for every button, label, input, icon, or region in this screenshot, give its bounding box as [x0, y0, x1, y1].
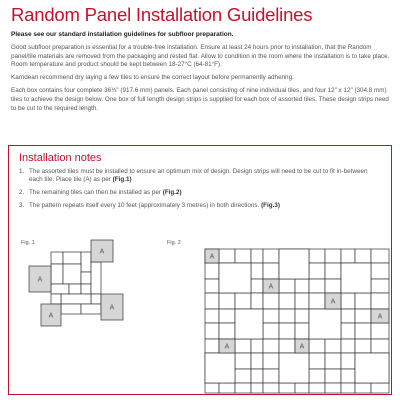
tile — [341, 293, 355, 309]
tile — [279, 323, 295, 339]
tile-a-label: A — [37, 276, 43, 284]
tile — [251, 263, 263, 279]
tile — [51, 284, 69, 294]
tile — [295, 309, 309, 323]
tile — [371, 249, 389, 263]
tile — [309, 293, 325, 309]
note-text — [29, 168, 379, 185]
tile — [219, 263, 251, 293]
intro-paragraph: Good subfloor preparation is essential for a trouble-free installation. Ensure at least 24 hours prior to installation, that the Random panel/tile materials are removed from the packaging and rested flat. Allow to condition in the room where the installation is to take place. Room temperature and product should be kept between 18-27°C (64-81°F). — [11, 44, 390, 69]
tile — [309, 369, 325, 383]
tile — [279, 293, 295, 309]
tile — [63, 252, 81, 264]
tile — [51, 252, 63, 264]
tile — [355, 339, 371, 353]
tile — [251, 293, 263, 309]
tile — [341, 309, 355, 323]
tile — [263, 323, 279, 339]
tile — [371, 263, 389, 279]
tile — [51, 264, 63, 284]
tile — [341, 339, 355, 353]
tile — [341, 263, 371, 293]
tile — [325, 339, 341, 353]
tile — [69, 284, 81, 294]
tile — [309, 279, 325, 293]
fig2-diagram — [205, 249, 389, 393]
tile — [325, 383, 341, 393]
note-text — [29, 189, 182, 197]
tile — [235, 353, 251, 369]
installation-notes-box — [8, 145, 392, 395]
tile — [219, 383, 235, 393]
page-subtitle: Please see our standard installation guidelines for subfloor preparation. — [11, 31, 234, 38]
tile — [279, 339, 295, 353]
note-number: 3. — [19, 202, 25, 210]
tile — [325, 249, 341, 263]
intro-paragraph: Each box contains four complete 36⅛" (917.6 mm) panels. Each panel consisting of nine individual tiles, and four 12" x 12" (304.8 mm) tiles to achieve the design below. One box of full length design strips is supplied for each box of assorted tiles. These design strips need to be cut to the required length. — [11, 87, 389, 112]
tile — [279, 383, 295, 393]
tile — [295, 323, 309, 339]
tile — [205, 323, 219, 339]
tile — [341, 383, 355, 393]
tile — [251, 279, 263, 293]
tile — [325, 279, 341, 293]
tile — [205, 279, 219, 293]
tile — [355, 249, 371, 263]
tile — [295, 383, 309, 393]
tile — [309, 249, 325, 263]
tile — [325, 263, 341, 279]
tile — [235, 309, 263, 339]
tile-a-label: A — [209, 253, 215, 261]
tile — [263, 309, 279, 323]
figure-reference: (Fig.1) — [112, 176, 132, 184]
tile — [235, 249, 251, 263]
installation-notes-list — [19, 168, 379, 215]
tile — [309, 339, 325, 353]
note-number: 1. — [19, 168, 25, 175]
tile — [81, 252, 91, 272]
intro-section — [11, 44, 393, 118]
tile — [219, 323, 235, 339]
tile — [235, 293, 251, 309]
note-text — [29, 202, 280, 210]
tile-a-label: A — [48, 312, 54, 320]
figure-reference: (Fig.2) — [162, 189, 182, 197]
tile — [251, 353, 263, 369]
tile — [81, 272, 91, 284]
intro-paragraph: Karndean recommend dry laying a few tiles to ensure the correct layout before permanently adhering. — [11, 74, 294, 82]
tile — [81, 284, 91, 294]
installation-notes-title: Installation notes — [19, 152, 102, 164]
tile — [263, 339, 279, 353]
tile — [235, 383, 251, 393]
tile — [309, 353, 325, 369]
tile-a-label: A — [109, 304, 115, 312]
tile-a-label: A — [299, 343, 305, 351]
tile — [355, 293, 371, 309]
tile — [341, 249, 355, 263]
tile — [295, 293, 309, 309]
tile-a-label: A — [268, 283, 274, 291]
tile — [251, 369, 263, 383]
tile — [371, 323, 389, 339]
fig1-label: Fig. 1 — [21, 240, 35, 246]
tile — [325, 369, 341, 383]
tile — [341, 323, 355, 339]
tile — [355, 323, 371, 339]
tile — [325, 353, 341, 369]
tile — [91, 262, 101, 294]
tile — [63, 264, 81, 284]
tile — [263, 293, 279, 309]
tile — [279, 249, 309, 279]
note-item — [19, 202, 379, 210]
tile — [263, 353, 279, 369]
tile — [61, 304, 81, 314]
tile — [279, 353, 309, 383]
tile — [371, 279, 389, 293]
tile-a-label: A — [377, 313, 383, 321]
tile — [341, 353, 355, 369]
tile — [205, 339, 219, 353]
tile — [371, 293, 389, 309]
fig2-label: Fig. 2 — [167, 240, 181, 246]
tile — [51, 294, 61, 304]
note-item — [19, 168, 379, 185]
tile — [205, 293, 219, 309]
tile-a-label: A — [99, 248, 105, 256]
tile — [263, 249, 279, 263]
page-title: Random Panel Installation Guidelines — [11, 4, 313, 25]
tile — [341, 369, 355, 383]
tile — [355, 309, 371, 323]
tile — [91, 294, 101, 304]
tile — [235, 339, 251, 353]
tile — [219, 309, 235, 323]
tile — [295, 279, 309, 293]
tile — [309, 263, 325, 279]
tile — [263, 369, 279, 383]
tile — [205, 383, 219, 393]
fig1-diagram — [21, 240, 151, 340]
tile — [205, 263, 219, 279]
tile — [251, 249, 263, 263]
tile — [371, 383, 389, 393]
tile — [219, 249, 235, 263]
tile — [279, 309, 295, 323]
tile — [205, 353, 235, 383]
tile — [309, 383, 325, 393]
tile-a-label: A — [224, 343, 230, 351]
tile — [235, 369, 251, 383]
figure-reference: (Fig.3) — [261, 202, 280, 210]
tile — [263, 263, 279, 279]
tile — [279, 279, 295, 293]
note-item — [19, 189, 379, 197]
tile — [81, 304, 101, 314]
tile — [263, 383, 279, 393]
tile — [309, 309, 341, 339]
tile-a-label: A — [330, 298, 336, 306]
note-body: The remaining tiles can then be installed as per — [29, 189, 163, 197]
tile — [355, 353, 389, 383]
note-number: 2. — [19, 189, 25, 197]
tile — [355, 383, 371, 393]
tile — [219, 293, 235, 309]
tile — [251, 339, 263, 353]
tile — [251, 383, 263, 393]
tile — [61, 294, 91, 304]
note-body: The assorted tiles must be installed to ensure an optimum mix of design. Design strips will need to be cut to fit in-between each tile. Place tile (A) as per — [29, 168, 368, 184]
tile — [205, 309, 219, 323]
tile — [371, 339, 389, 353]
note-body: The pattern repeats itself every 10 feet (approximately 3 metres) in both directions. — [29, 202, 262, 210]
